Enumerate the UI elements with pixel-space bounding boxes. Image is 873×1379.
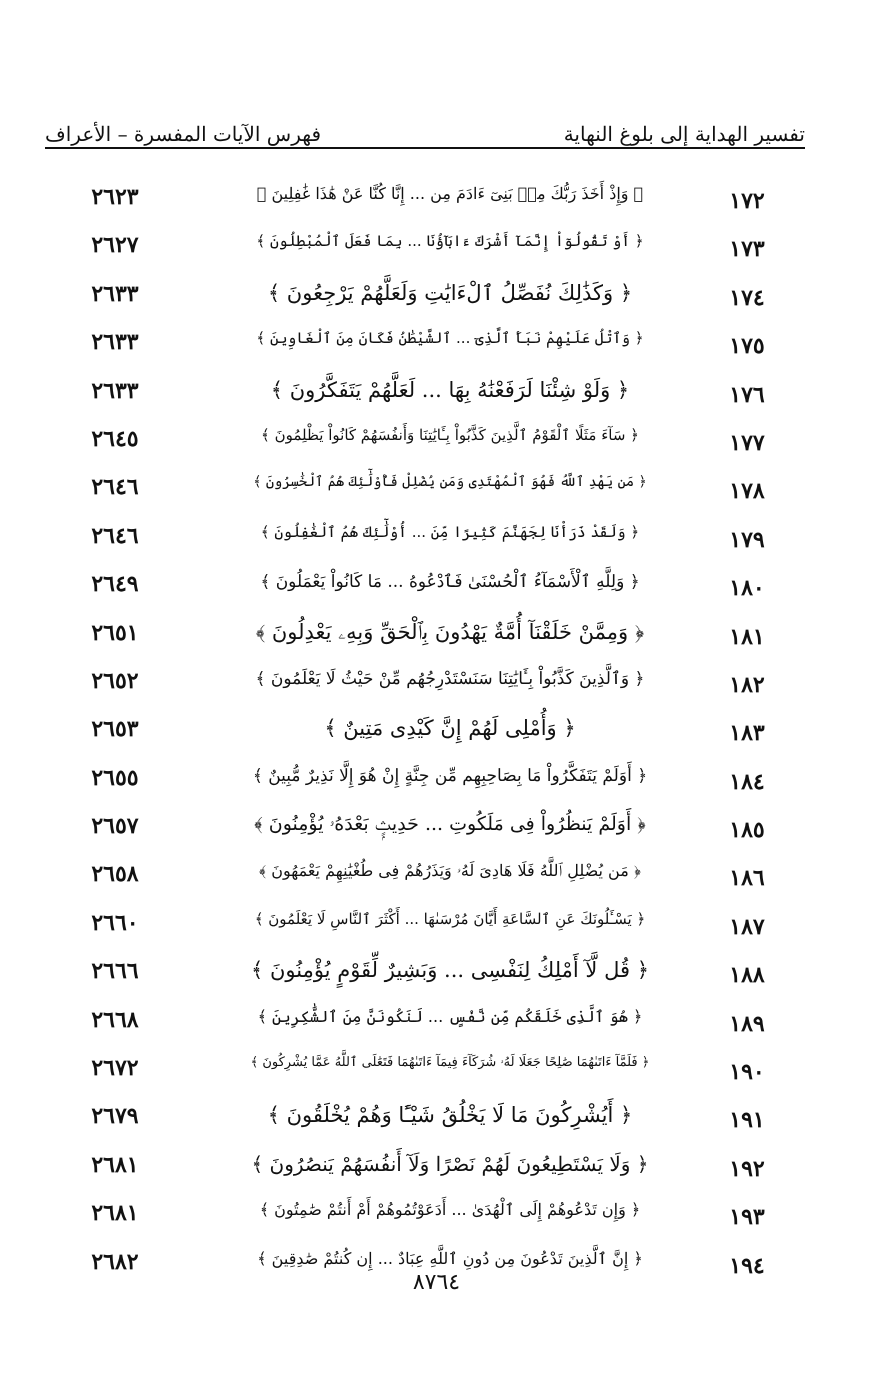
header-rule — [45, 147, 805, 149]
page-reference: ٢٦٣٣ — [91, 280, 139, 307]
verse-text: ﴿ فَلَمَّآ ءَاتَىٰهُمَا صَٰلِحًا جَعَلَا لَهُۥ شُرَكَآءَ فِيمَآ ءَاتَىٰهُمَا فَتَعَٰلَى ٱللَّهُ عَمَّا يُشْرِكُونَ ﴾ — [250, 1055, 650, 1071]
verse-text: ﴿ أَوْ تَقُولُوٓاْ إِنَّمَآ أَشْرَكَ ءَابَآؤُنَا ... بِمَا فَعَلَ ٱلْمُبْطِلُونَ ﴾ — [256, 232, 644, 251]
page-reference: ٢٦٦٦ — [91, 958, 139, 985]
verse-number: ١٧٤ — [729, 284, 765, 311]
verse-number: ١٧٥ — [729, 333, 765, 360]
page-reference: ٢٦٨١ — [91, 1151, 139, 1178]
verse-number: ١٧٦ — [729, 381, 765, 408]
page-reference: ٢٦٥١ — [91, 619, 139, 646]
verse-number: ١٧٢ — [729, 188, 765, 214]
verse-text: ﴿ قُل لَّآ أَمْلِكُ لِنَفْسِى ... وَبَشِيرٌ لِّقَوْمٍ يُؤْمِنُونَ ﴾ — [250, 958, 650, 983]
page-reference: ٢٦٧٢ — [91, 1055, 139, 1082]
verse-number: ١٩٠ — [729, 1059, 765, 1086]
table-row — [60, 898, 800, 946]
verse-number: ١٨١ — [729, 623, 765, 650]
table-row — [60, 1091, 800, 1139]
page-reference: ٢٦٤٦ — [91, 522, 139, 549]
table-row — [60, 462, 800, 510]
page-reference: ٢٦٢٣ — [91, 184, 139, 210]
table-row — [60, 366, 800, 414]
page-reference: ٢٦٥٧ — [91, 813, 139, 840]
page-reference: ٢٦٥٨ — [91, 861, 139, 888]
verse-text: ﴿ وَإِن تَدْعُوهُمْ إِلَى ٱلْهُدَىٰ ... أَدَعَوْتُمُوهُمْ أَمْ أَنتُمْ صَٰمِتُونَ ﴾ — [259, 1200, 641, 1220]
running-header — [45, 104, 805, 146]
table-row — [60, 1043, 800, 1091]
table-row — [60, 753, 800, 801]
verse-number: ١٨٤ — [729, 768, 765, 795]
page-reference: ٢٦٥٣ — [91, 716, 139, 743]
verse-text: ﴿ وَٱتْلُ عَلَيْهِمْ نَبَأَ ٱلَّذِىٓ ... ٱلشَّيْطَٰنُ فَكَانَ مِنَ ٱلْغَاوِينَ ﴾ — [256, 329, 644, 348]
verse-number: ١٩١ — [729, 1107, 765, 1134]
table-row — [60, 1188, 800, 1236]
verse-text: ﴿ وَلَا يَسْتَطِيعُونَ لَهُمْ نَصْرًا وَلَآ أَنفُسَهُمْ يَنصُرُونَ ﴾ — [251, 1151, 649, 1176]
page-reference: ٢٦٨١ — [91, 1200, 139, 1227]
verse-text: ﴿ إِنَّ ٱلَّذِينَ تَدْعُونَ مِن دُونِ ٱللَّهِ عِبَادٌ ... إِن كُنتُمْ صَٰدِقِينَ ﴾ — [257, 1248, 643, 1268]
page-reference: ٢٦٨٢ — [91, 1248, 139, 1275]
verse-text: ﴿ مَن يَهْدِ ٱللَّهُ فَهُوَ ٱلْمُهْتَدِى وَمَن يُضْلِلْ فَأُوْلَٰٓئِكَ هُمُ ٱلْخَٰسِرُونَ ﴾ — [253, 474, 647, 491]
verse-number: ١٨٦ — [729, 865, 765, 892]
page-number: ٨٧٦٤ — [412, 1270, 461, 1295]
verse-text: ﴿ سَآءَ مَثَلًا ٱلْقَوْمُ ٱلَّذِينَ كَذَّبُواْ بِـَٔايَٰتِنَا وَأَنفُسَهُمْ كَانُواْ يَظْلِمُونَ ﴾ — [261, 425, 639, 444]
table-row — [60, 511, 800, 559]
page-reference: ٢٦٤٥ — [91, 425, 139, 452]
table-row — [60, 849, 800, 897]
verse-text: ﴿ وَٱلَّذِينَ كَذَّبُواْ بِـَٔايَٰتِنَا سَنَسْتَدْرِجُهُم مِّنْ حَيْثُ لَا يَعْلَمُونَ ﴾ — [255, 668, 645, 689]
verse-text: ﴿ وَلَوْ شِئْنَا لَرَفَعْنَٰهُ بِهَا ... لَعَلَّهُمْ يَتَفَكَّرُونَ ﴾ — [270, 377, 630, 402]
table-row — [60, 559, 800, 607]
verse-number: ١٩٤ — [729, 1252, 765, 1279]
verse-number: ١٧٩ — [729, 526, 765, 553]
table-row — [60, 317, 800, 365]
verse-text: ﴿ مَن يُضْلِلِ ٱللَّهُ فَلَا هَادِىَ لَهُۥ وَيَذَرُهُمْ فِى طُغْيَٰنِهِمْ يَعْمَهُونَ ﴾ — [259, 861, 641, 881]
table-row — [60, 269, 800, 317]
verse-number: ١٨٧ — [729, 913, 765, 940]
verse-text: ﴿ أَوَلَمْ يَنظُرُواْ فِى مَلَكُوتِ ... حَدِيثٍۭ بَعْدَهُۥ يُؤْمِنُونَ ﴾ — [254, 813, 646, 836]
index-table — [60, 172, 800, 1285]
page-reference: ٢٦٥٥ — [91, 764, 139, 791]
verse-number: ١٨٠ — [729, 575, 765, 602]
page-reference: ٢٦٦٨ — [91, 1006, 139, 1033]
page-reference: ٢٦٣٣ — [91, 377, 139, 404]
verse-number: ١٧٣ — [729, 236, 765, 263]
verse-number: ١٨٨ — [729, 962, 765, 989]
page-reference: ٢٦٤٩ — [91, 571, 139, 598]
verse-number: ١٨٣ — [729, 720, 765, 747]
verse-text: ﴿ وَإِذْ أَخَذَ رَبُّكَ مِنۢ بَنِىٓ ءَادَمَ مِن ... إِنَّا كُنَّا عَنْ هَٰذَا غَٰفِلِينَ ﴾ — [256, 184, 644, 203]
verse-text: ﴿ وَلِلَّهِ ٱلْأَسْمَآءُ ٱلْحُسْنَىٰ فَٱدْعُوهُ ... مَا كَانُواْ يَعْمَلُونَ ﴾ — [260, 572, 640, 593]
section-title: فهرس الآيات المفسرة – الأعراف — [45, 122, 322, 146]
page-reference: ٢٦٤٦ — [91, 474, 139, 501]
table-row — [60, 946, 800, 994]
page-reference: ٢٦٣٣ — [91, 329, 139, 356]
table-row — [60, 801, 800, 849]
verse-text: ﴿ أَوَلَمْ يَتَفَكَّرُواْ مَا بِصَاحِبِهِم مِّن جِنَّةٍ إِنْ هُوَ إِلَّا نَذِيرٌ مُّبِينٌ ﴾ — [252, 765, 648, 786]
table-row — [60, 414, 800, 462]
table-row — [60, 995, 800, 1043]
table-row — [60, 704, 800, 752]
verse-text: ﴿ وَكَذَٰلِكَ نُفَصِّلُ ٱلْءَايَٰتِ وَلَعَلَّهُمْ يَرْجِعُونَ ﴾ — [267, 280, 633, 305]
verse-text: ﴿ أَيُشْرِكُونَ مَا لَا يَخْلُقُ شَيْـًٔا وَهُمْ يُخْلَقُونَ ﴾ — [267, 1103, 633, 1128]
page-reference: ٢٦٥٢ — [91, 667, 139, 694]
verse-number: ١٨٥ — [729, 817, 765, 844]
table-row — [60, 172, 800, 220]
verse-text: ﴿ هُوَ ٱلَّذِى خَلَقَكُم مِّن نَّفْسٍ ... لَنَكُونَنَّ مِنَ ٱلشَّٰكِرِينَ ﴾ — [257, 1006, 643, 1026]
verse-number: ١٩٢ — [729, 1155, 765, 1182]
verse-text: ﴿ وَلَقَدْ ذَرَأْنَا لِجَهَنَّمَ كَثِيرًا مِّنَ ... أُوْلَٰٓئِكَ هُمُ ٱلْغَٰفِلُونَ ﴾ — [260, 522, 640, 541]
book-title: تفسير الهداية إلى بلوغ النهاية — [563, 122, 805, 146]
page-reference: ٢٦٢٧ — [91, 232, 139, 259]
verse-number: ١٩٣ — [729, 1204, 765, 1231]
verse-text: ﴿ وَأُمْلِى لَهُمْ إِنَّ كَيْدِى مَتِينٌ ﴾ — [324, 716, 576, 741]
table-row — [60, 656, 800, 704]
verse-number: ١٨٢ — [729, 671, 765, 698]
table-row — [60, 1140, 800, 1188]
verse-text: ﴿ يَسْـَٔلُونَكَ عَنِ ٱلسَّاعَةِ أَيَّانَ مُرْسَىٰهَا ... أَكْثَرَ ٱلنَّاسِ لَا يَعْلَمُونَ ﴾ — [254, 909, 646, 928]
verse-text: ﴿ وَمِمَّنْ خَلَقْنَآ أُمَّةٌ يَهْدُونَ بِٱلْحَقِّ وَبِهِۦ يَعْدِلُونَ ﴾ — [255, 619, 645, 644]
verse-number: ١٧٨ — [729, 478, 765, 505]
table-row — [60, 220, 800, 268]
page-reference: ٢٦٦٠ — [91, 909, 139, 936]
page-reference: ٢٦٧٩ — [91, 1103, 139, 1130]
verse-number: ١٨٩ — [729, 1010, 765, 1037]
table-row — [60, 608, 800, 656]
verse-number: ١٧٧ — [729, 429, 765, 456]
